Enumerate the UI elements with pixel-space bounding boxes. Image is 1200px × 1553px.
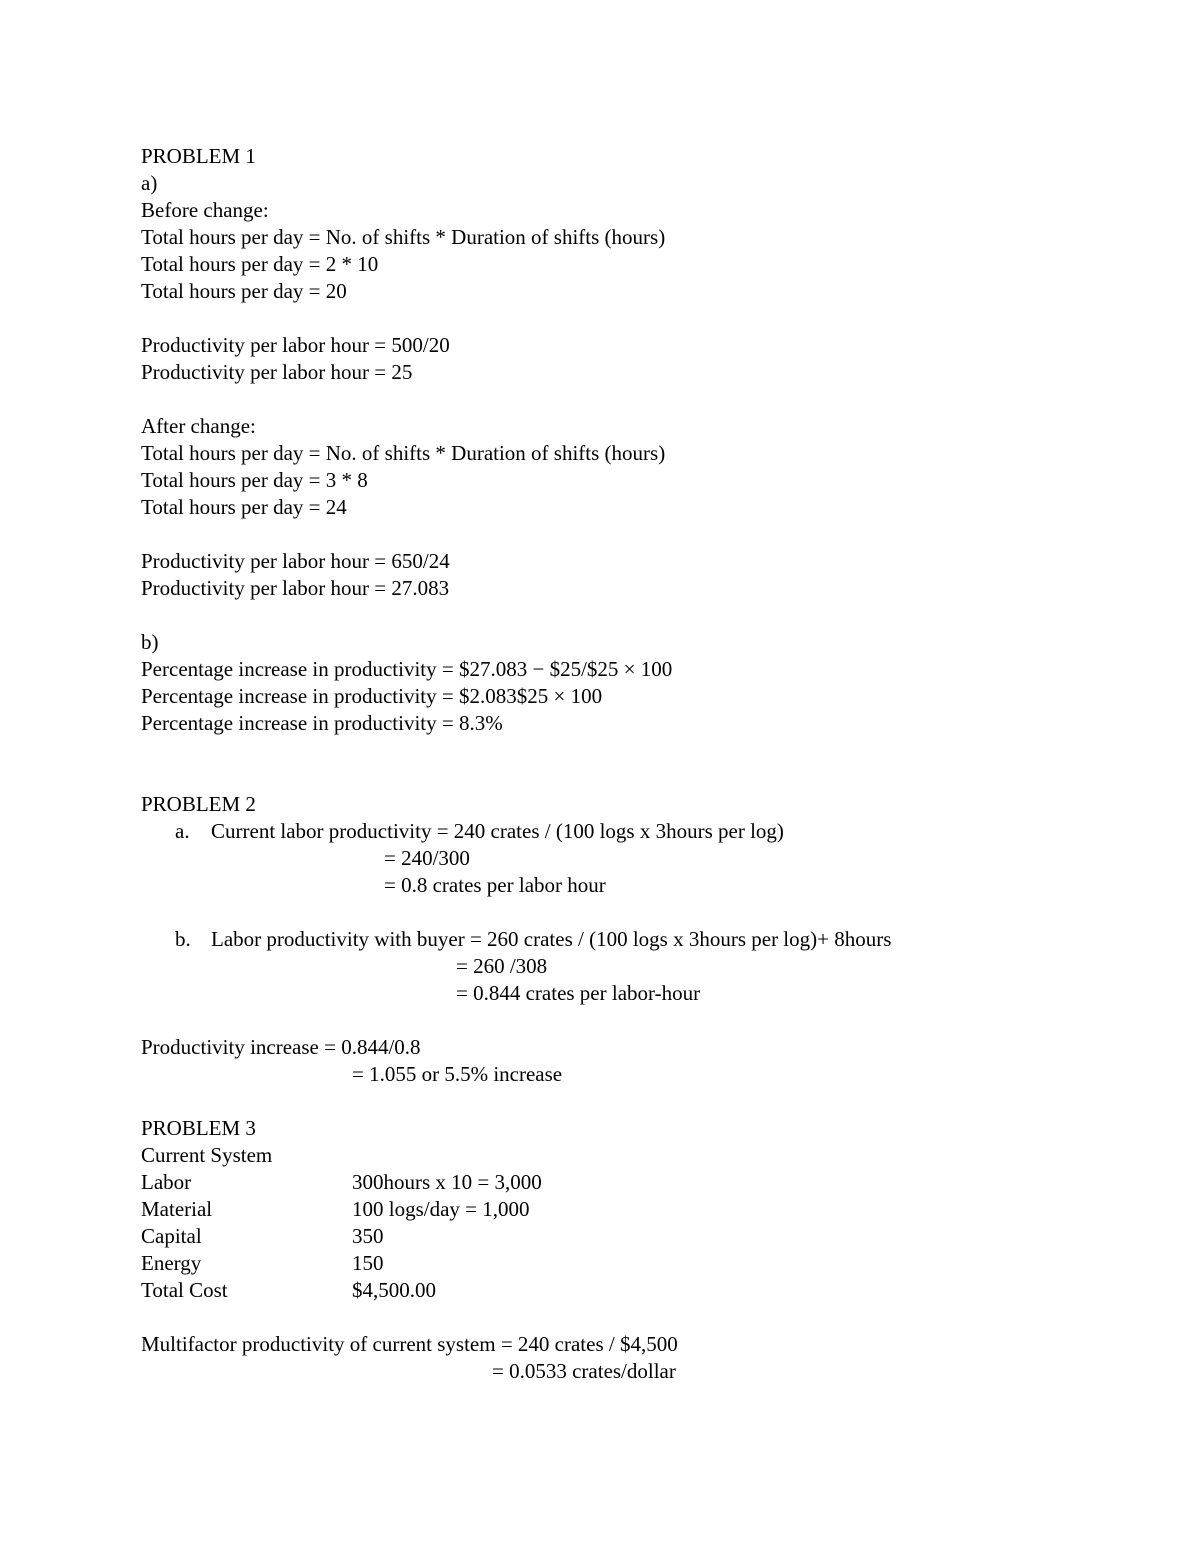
cost-row-value: 150 bbox=[352, 1251, 384, 1275]
current-productivity-line: = 0.8 crates per labor hour bbox=[384, 873, 606, 897]
after-change-label: After change: bbox=[141, 414, 256, 438]
list-marker-a: a. bbox=[175, 819, 190, 843]
before-change-label: Before change: bbox=[141, 198, 269, 222]
multifactor-line: = 0.0533 crates/dollar bbox=[492, 1359, 676, 1383]
problem-3-title: PROBLEM 3 bbox=[141, 1116, 256, 1140]
after-line: Total hours per day = No. of shifts * Duration of shifts (hours) bbox=[141, 441, 666, 465]
after-line: Total hours per day = 3 * 8 bbox=[141, 468, 368, 492]
current-system-label: Current System bbox=[141, 1143, 273, 1167]
cost-row-label: Material bbox=[141, 1197, 213, 1221]
productivity-increase-line: = 1.055 or 5.5% increase bbox=[352, 1062, 563, 1086]
after-productivity-line: Productivity per labor hour = 650/24 bbox=[141, 549, 450, 573]
after-productivity-line: Productivity per labor hour = 27.083 bbox=[141, 576, 450, 600]
cost-row-label: Energy bbox=[141, 1251, 202, 1275]
before-productivity-line: Productivity per labor hour = 25 bbox=[141, 360, 413, 384]
percentage-line: Percentage increase in productivity = 8.3% bbox=[141, 711, 503, 735]
cost-row-value: 300hours x 10 = 3,000 bbox=[352, 1170, 542, 1194]
part-a-label: a) bbox=[141, 171, 158, 195]
cost-row-value: 100 logs/day = 1,000 bbox=[352, 1197, 530, 1221]
cost-row-value: 350 bbox=[352, 1224, 384, 1248]
cost-row-label: Total Cost bbox=[141, 1278, 228, 1302]
cost-row-label: Labor bbox=[141, 1170, 192, 1194]
buyer-productivity-line: = 260 /308 bbox=[456, 954, 548, 978]
after-line: Total hours per day = 24 bbox=[141, 495, 347, 519]
buyer-productivity-line: Labor productivity with buyer = 260 crates / (100 logs x 3hours per log)+ 8hours bbox=[211, 927, 892, 951]
before-productivity-line: Productivity per labor hour = 500/20 bbox=[141, 333, 450, 357]
before-line: Total hours per day = 2 * 10 bbox=[141, 252, 379, 276]
current-productivity-line: Current labor productivity = 240 crates / (100 logs x 3hours per log) bbox=[211, 819, 784, 843]
buyer-productivity-line: = 0.844 crates per labor-hour bbox=[456, 981, 701, 1005]
problem-1-title: PROBLEM 1 bbox=[141, 144, 256, 168]
problem-2-title: PROBLEM 2 bbox=[141, 792, 256, 816]
multifactor-line: Multifactor productivity of current system = 240 crates / $4,500 bbox=[141, 1332, 678, 1356]
part-b-label: b) bbox=[141, 630, 159, 654]
cost-row-label: Capital bbox=[141, 1224, 202, 1248]
before-line: Total hours per day = No. of shifts * Duration of shifts (hours) bbox=[141, 225, 666, 249]
before-line: Total hours per day = 20 bbox=[141, 279, 347, 303]
percentage-line: Percentage increase in productivity = $2.083$25 × 100 bbox=[141, 684, 603, 708]
cost-row-value: $4,500.00 bbox=[352, 1278, 436, 1302]
list-marker-b: b. bbox=[175, 927, 191, 951]
productivity-increase-line: Productivity increase = 0.844/0.8 bbox=[141, 1035, 421, 1059]
current-productivity-line: = 240/300 bbox=[384, 846, 470, 870]
percentage-line: Percentage increase in productivity = $27.083 − $25/$25 × 100 bbox=[141, 657, 673, 681]
